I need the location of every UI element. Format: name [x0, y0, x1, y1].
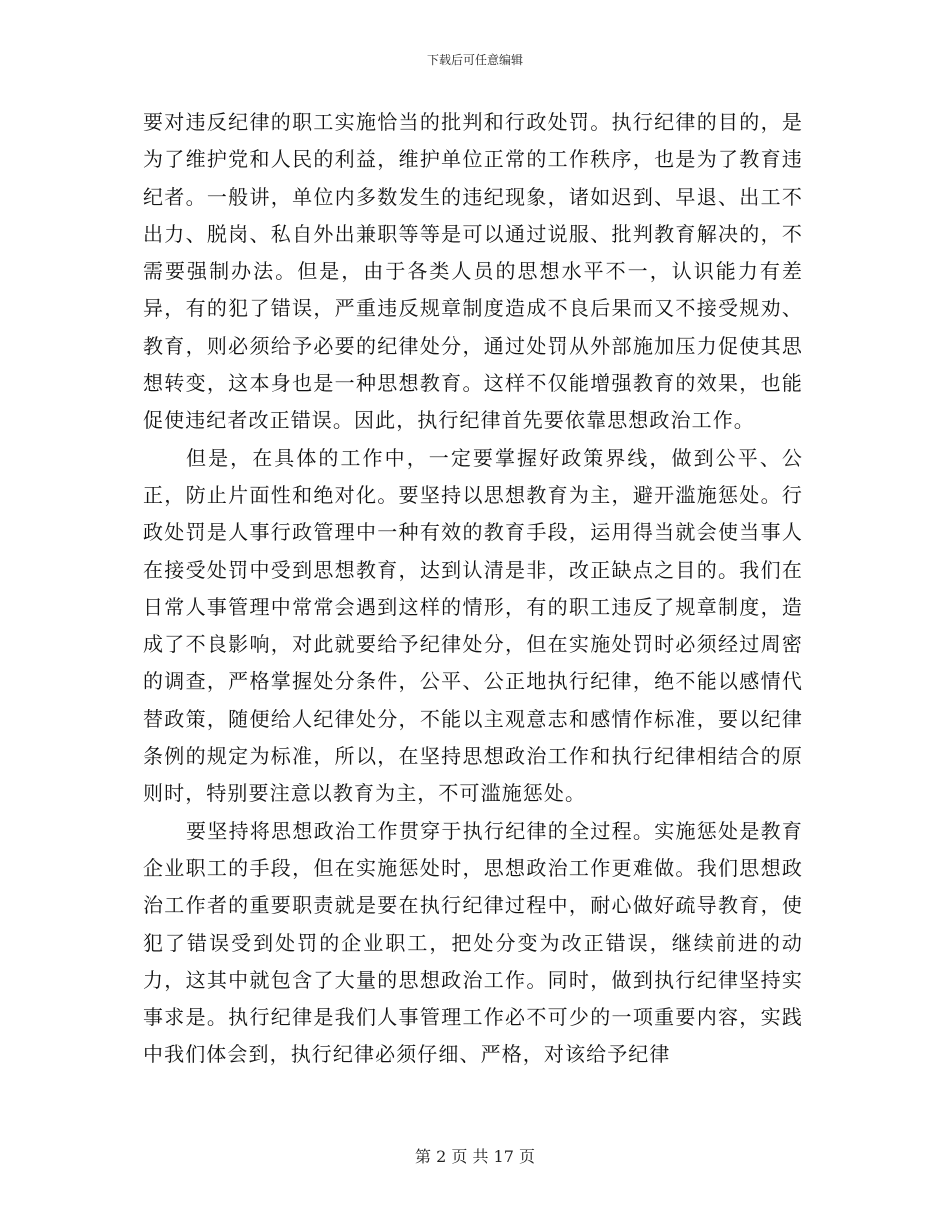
page-header: 下载后可任意编辑 — [426, 53, 523, 67]
body-paragraph-3: 要坚持将思想政治工作贯穿于执行纪律的全过程。实施惩处是教育企业职工的手段，但在实施惩处时，思想政治工作更难做。我们思想政治工作者的重要职责就是要在执行纪律过程中，耐心做好疏导教育，使犯了错误受到处罚的企业职工，把处分变为改正错误，继续前进的动力，这其中就包含了大量的思想政治工作。同时，做到执行纪律坚持实事求是。执行纪律是我们人事管理工作必不可少的一项重要内容，实践中我们体会到，执行纪律必须仔细、严格，对该给予纪律 — [143, 818, 803, 1067]
body-paragraph-2: 但是，在具体的工作中，一定要掌握好政策界线，做到公平、公正，防止片面性和绝对化。要坚持以思想教育为主，避开滥施惩处。行政处罚是人事行政管理中一种有效的教育手段，运用得当就会使当事人在接受处罚中受到思想教育，达到认清是非，改正缺点之目的。我们在日常人事管理中常常会遇到这样的情形，有的职工违反了规章制度，造成了不良影响，对此就要给予纪律处分，但在实施处罚时必须经过周密的调查，严格掌握处分条件，公平、公正地执行纪律，绝不能以感情代替政策，随便给人纪律处分，不能以主观意志和感情作标准，要以纪律条例的规定为标准，所以，在坚持思想政治工作和执行纪律相结合的原则时，特别要注意以教育为主，不可滥施惩处。 — [143, 445, 803, 806]
page-number-footer: 第 2 页 共 17 页 — [415, 1147, 535, 1166]
body-paragraph-1: 要对违反纪律的职工实施恰当的批判和行政处罚。执行纪律的目的，是为了维护党和人民的利益，维护单位正常的工作秩序，也是为了教育违纪者。一般讲，单位内多数发生的违纪现象，诸如迟到、早退、出工不出力、脱岗、私自外出兼职等等是可以通过说服、批判教育解决的，不需要强制办法。但是，由于各类人员的思想水平不一，认识能力有差异，有的犯了错误，严重违反规章制度造成不良后果而又不接受规劝、教育，则必须给予必要的纪律处分，通过处罚从外部施加压力促使其思想转变，这本身也是一种思想教育。这样不仅能增强教育的效果，也能促使违纪者改正错误。因此，执行纪律首先要依靠思想政治工作。 — [143, 110, 803, 433]
document-body — [143, 104, 803, 1074]
